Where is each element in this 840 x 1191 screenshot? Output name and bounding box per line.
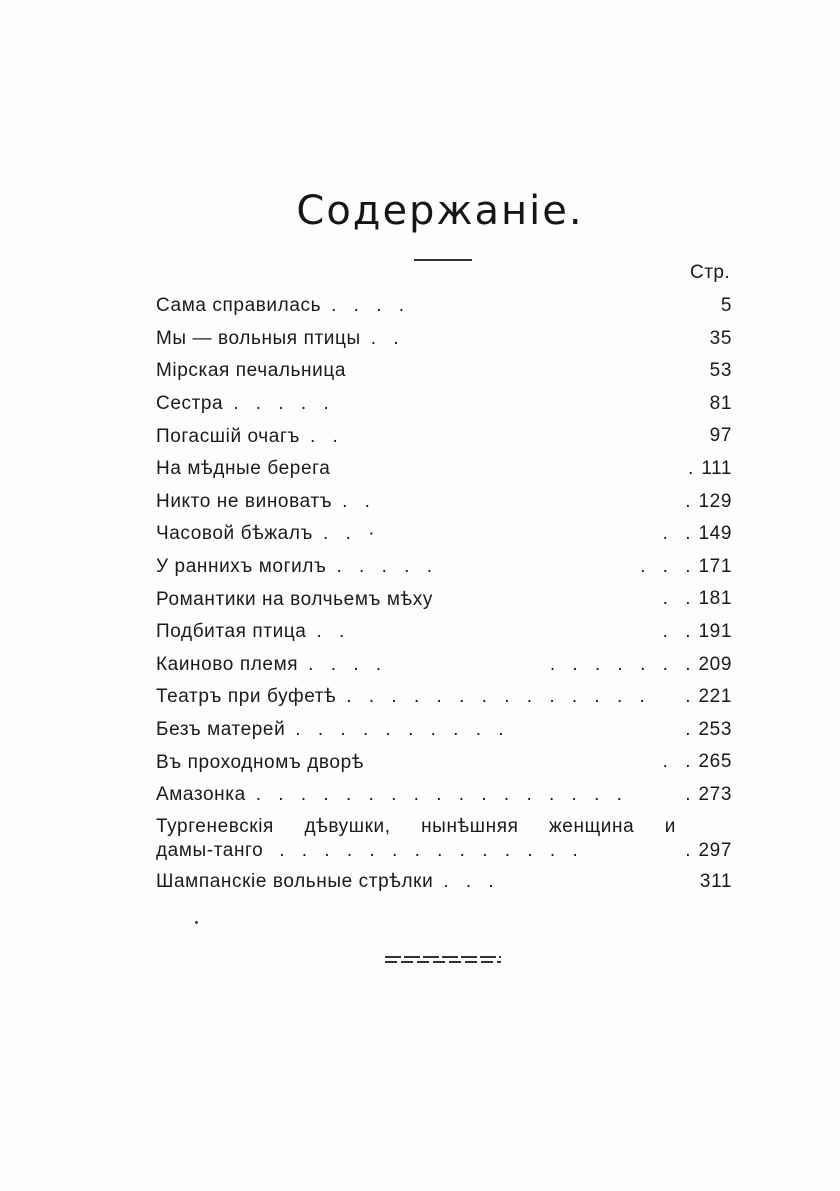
toc-entry-title: У раннихъ могилъ	[156, 556, 327, 578]
toc-entry	[156, 486, 732, 519]
toc-page-number: 297	[698, 839, 732, 861]
toc-entry-title: Каиново племя	[156, 653, 299, 675]
toc-page-number: 129	[698, 490, 732, 512]
toc-entry	[156, 583, 732, 616]
toc-entry-title: дамы-танго	[156, 839, 264, 861]
toc-entry	[156, 866, 732, 899]
toc-entry-multiline	[156, 812, 732, 866]
toc-entry	[156, 649, 732, 682]
toc-entry-leader: . . . .	[331, 295, 411, 317]
toc-page-number: 253	[698, 718, 732, 740]
toc-entry-page	[700, 866, 732, 899]
toc-entry-page	[663, 518, 732, 551]
toc-entry-page	[685, 714, 732, 747]
toc-entry-leader: . .	[342, 490, 376, 512]
title-divider	[414, 259, 472, 261]
toc-entry-leader: . . . . .	[233, 393, 335, 415]
toc-entry-page	[719, 290, 732, 323]
toc-entry	[156, 290, 732, 323]
toc-entry-title-line2	[156, 839, 584, 863]
toc-page-leader: . . . . . . .	[549, 653, 697, 675]
toc-entry-leader: . . . .	[308, 653, 388, 675]
toc-word: Тургеневскія	[156, 815, 274, 837]
toc-page-number: 171	[698, 555, 732, 577]
toc-entry-title: Мірская печальница	[156, 360, 347, 382]
toc-page-number: 5	[720, 295, 732, 316]
ornament-line-top	[385, 956, 501, 958]
toc-entry	[156, 681, 732, 714]
toc-entry	[156, 746, 732, 779]
toc-entry-title: Сестра	[156, 393, 224, 415]
toc-entry	[156, 616, 732, 649]
toc-entry-title: Мы — вольныя птицы	[156, 327, 361, 349]
toc-entry-page	[685, 779, 732, 812]
toc-entry-page	[688, 453, 732, 486]
toc-page-leader: . . .	[640, 555, 697, 577]
page-title: Содержаніе.	[296, 188, 584, 234]
toc-entry-leader: . .	[309, 425, 344, 447]
toc-entry	[156, 420, 732, 453]
toc-entry-leader: . . . . . . . . . . . . . .	[279, 839, 584, 861]
toc-page-number: 53	[709, 360, 732, 382]
toc-entry	[156, 388, 732, 421]
toc-entry	[156, 714, 732, 747]
toc-page-leader: .	[685, 839, 697, 861]
table-of-contents	[156, 290, 732, 898]
toc-page-leader: .	[685, 783, 697, 805]
toc-page-leader: .	[685, 718, 697, 740]
toc-page-number: 311	[699, 870, 732, 892]
toc-page-number: 149	[698, 523, 732, 545]
toc-entry-title: Безъ матерей	[156, 719, 286, 741]
toc-entry-page	[708, 420, 732, 453]
toc-entry	[156, 551, 732, 584]
toc-entry	[156, 323, 732, 356]
toc-entry-title: На мѣдные берега	[156, 458, 331, 480]
end-ornament-rule	[385, 956, 503, 964]
toc-entry-leader: . . . . . . . . . . . . . . . . .	[255, 784, 628, 806]
toc-entry-title-line1	[156, 815, 676, 839]
toc-page-leader: .	[688, 457, 700, 479]
toc-entry-leader: . . . . . . . . . . . . . .	[346, 686, 651, 708]
toc-entry-title: Въ проходномъ дворѣ	[156, 751, 364, 773]
toc-page-leader: . .	[662, 751, 697, 773]
toc-entry-page	[550, 649, 732, 682]
toc-page-leader: .	[685, 686, 697, 708]
toc-entry-page	[708, 355, 732, 388]
toc-word: дѣвушки,	[304, 815, 391, 837]
toc-entry-page	[685, 486, 732, 519]
toc-entry-title: Погасшій очагъ	[156, 425, 300, 447]
toc-entry-leader: . .	[370, 327, 405, 349]
ornament-line-bottom	[385, 961, 501, 963]
toc-entry-page	[663, 583, 732, 616]
toc-page-leader: .	[685, 490, 697, 512]
toc-entry-page	[708, 388, 732, 421]
toc-page-number: 97	[709, 425, 732, 447]
toc-page-number: 273	[698, 783, 732, 805]
toc-page-number: 111	[701, 457, 732, 479]
print-speck	[195, 921, 198, 924]
toc-entry	[156, 453, 732, 486]
page-column-header: Стр.	[690, 262, 731, 283]
toc-entry	[156, 518, 732, 551]
toc-word: нынѣшняя	[421, 815, 519, 837]
toc-page-number: 35	[709, 327, 732, 349]
toc-entry-title: Подбитая птица	[156, 621, 307, 643]
toc-entry-title: Шампанскіе вольные стрѣлки	[156, 870, 434, 892]
toc-entry-leader: . . . . . . . . . .	[295, 719, 510, 741]
toc-page-number: 191	[698, 620, 732, 642]
toc-entry-leader: . . ·	[323, 523, 381, 545]
toc-entry-title: Романтики на волчьемъ мѣху	[156, 588, 433, 610]
toc-entry-page	[685, 839, 732, 863]
toc-page-number: 181	[698, 588, 732, 610]
toc-page-number: 221	[698, 686, 732, 708]
toc-entry-leader: . .	[316, 621, 351, 643]
toc-entry-title: Часовой бѣжалъ	[156, 523, 314, 545]
toc-entry-title: Сама справилась	[156, 295, 322, 317]
toc-entry-title: Никто не виноватъ	[156, 490, 333, 512]
toc-entry-page	[685, 681, 732, 714]
toc-entry-title: Театръ при буфетѣ	[156, 686, 337, 708]
toc-entry-page	[640, 551, 732, 584]
toc-entry-page	[663, 616, 732, 649]
toc-entry-title: Амазонка	[156, 784, 246, 806]
toc-page-leader: . .	[662, 620, 697, 642]
toc-page-leader: . .	[662, 588, 697, 610]
toc-entry-leader: . . . . .	[336, 556, 438, 578]
toc-entry	[156, 355, 732, 388]
toc-page-number: 265	[698, 751, 732, 773]
toc-word: женщина	[549, 815, 635, 837]
toc-word: и	[664, 815, 676, 837]
toc-entry-page	[708, 323, 732, 356]
toc-entry	[156, 779, 732, 812]
toc-page-number: 81	[709, 392, 732, 414]
toc-page-leader: . .	[662, 523, 697, 545]
toc-entry-leader: . . .	[443, 870, 500, 892]
toc-page-number: 209	[698, 653, 732, 675]
toc-entry-page	[663, 746, 732, 779]
